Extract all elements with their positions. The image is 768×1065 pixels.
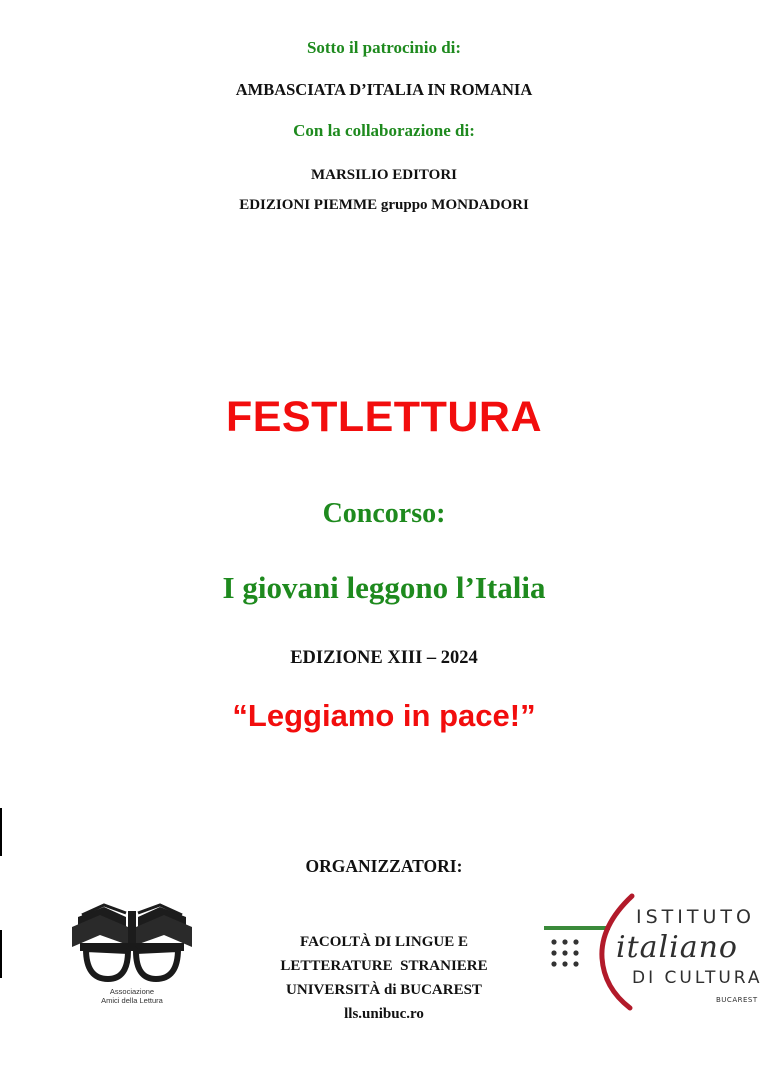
institute-logo xyxy=(540,892,763,1017)
motto: “Leggiamo in pace!” xyxy=(232,698,536,733)
embassy-name: AMBASCIATA D’ITALIA IN ROMANIA xyxy=(235,80,533,99)
association-caption-2: Amici della Lettura xyxy=(101,996,163,1005)
institute-word-2: italiano xyxy=(616,930,738,965)
faculty-block xyxy=(200,930,568,1026)
faculty-line-3: UNIVERSITÀ di BUCAREST xyxy=(286,982,482,998)
faculty-line-2: LETTERATURE STRANIERE xyxy=(280,958,488,974)
association-caption-1: Associazione xyxy=(109,987,155,996)
contest-label: Concorso: xyxy=(322,498,446,529)
faculty-website[interactable]: lls.unibuc.ro xyxy=(344,1006,424,1022)
event-title: FESTLETTURA xyxy=(225,393,543,441)
patronage-label: Sotto il patrocinio di: xyxy=(306,38,462,57)
institute-city: BUCAREST xyxy=(716,996,758,1004)
institute-word-3: DI CULTURA xyxy=(632,968,763,988)
contest-name: I giovani leggono l’Italia xyxy=(222,570,546,605)
organizers-label: ORGANIZZATORI: xyxy=(305,856,463,876)
edge-mark-lower xyxy=(0,930,2,978)
partner-piemme: EDIZIONI PIEMME gruppo MONDADORI xyxy=(239,197,529,213)
collaboration-label: Con la collaborazione di: xyxy=(293,121,475,140)
books-and-glasses-icon xyxy=(64,895,200,985)
edge-mark-upper xyxy=(0,808,2,856)
association-logo xyxy=(64,895,200,1010)
faculty-line-1: FACOLTÀ DI LINGUE E xyxy=(300,934,468,950)
institute-word-1: ISTITUTO xyxy=(636,906,755,928)
edition: EDIZIONE XIII – 2024 xyxy=(290,648,478,668)
partner-marsilio: MARSILIO EDITORI xyxy=(310,167,457,183)
